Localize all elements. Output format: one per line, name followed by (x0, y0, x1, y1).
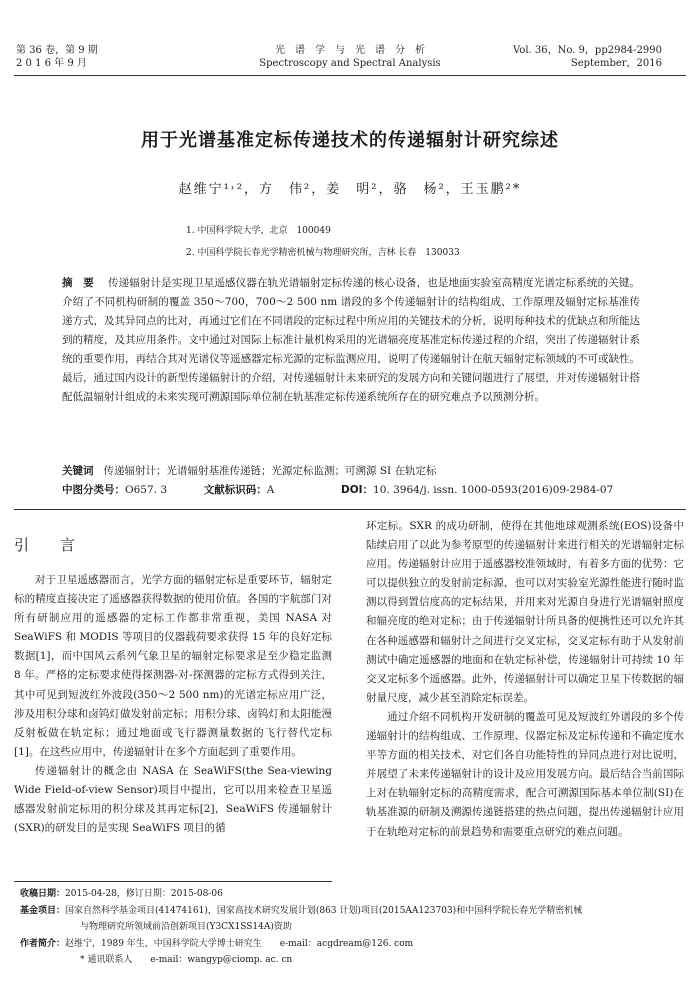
paragraph: 对于卫星遥感器而言，光学方面的辐射定标是重要环节，辐射定标的精度直接决定了遥感器获得数据的使用价值。各国的宇航部门对所有研制应用的遥感器的定标工作都非常重视，美国 NASA 对 SeaWiFS 和 MODIS 等项目的仪器载荷要求获得 15 年的良好定标数据[1]，而中国风云系列气象卫星的辐射定标要求是至少稳定监测 8 年。严格的定标要求使得探测器-对-探测器的定标方式得到关注，其中可见到短波红外波段(350～2 500 nm)的光谱定标应用广泛，涉及用积分球和卤钨灯做发射前定标；用积分球、卤钨灯和太阳能漫反射板做在轨定标；通过地面或飞行器测量数据的飞行替代定标[1]。在这些应用中，传递辐射计在多个方面起到了重要作用。 (14, 574, 332, 758)
abstract-label: 摘 要 (62, 277, 94, 289)
keywords (62, 462, 662, 481)
affiliation-1: 1. 中国科学院大学，北京 100049 (186, 226, 331, 236)
paragraph: 环定标。SXR 的成功研制，使得在其他地球观测系统(EOS)设备中陆续启用了以此为参考原型的传递辐射计来进行相关的光谱辐射定标应用。传递辐射计应用于遥感器校准领域时，有着多方面的优势：它可以提供独立的发射前定标源，也可以对实验室光源性能进行随时监测以得到置信度高的定标结果，并用来对光源自身进行光谱辐射照度和辐亮度的绝对定标；由于传递辐射计所具备的便携性还可以允许其在各种遥感器和辐射计之间进行交叉定标，交叉定标有助于从发射前测试中确定遥感器的地面和在轨定标补偿，传递辐射计可持续 10 年交叉定标多个遥感器。此外，传递辐射计可以确定卫星下传数据的辐射量尺度，减少甚至消除定标误差。 (366, 520, 684, 704)
footnotes (20, 886, 680, 969)
dates-label: 收稿日期： (20, 889, 66, 899)
doc-code-label: 文献标识码： (203, 484, 267, 496)
volume-issue: 第 36 卷，第 9 期 (16, 45, 98, 56)
abstract (62, 274, 640, 407)
doi-label: DOI： (340, 484, 374, 496)
funding-text: 国家自然科学基金项目(41474161)，国家高技术研究发展计划(863 计划)项目(2015AA123703)和中国科学院长春光学精密机械 (65, 905, 583, 916)
header-rule (14, 75, 686, 76)
author-bio-line (20, 936, 680, 953)
dates-text: 2015-04-28，修订日期：2015-08-06 (65, 889, 223, 899)
abstract-text: 传递辐射计是实现卫星遥感仪器在轨光谱辐射定标传递的核心设备，也是地面实验室高精度光谱定标系统的关键。介绍了不同机构研制的覆盖 350～700，700～2 500 nm 谱段的多个传递辐射计的结构组成、工作原理及辐射定标基准传递方式，及其异同点的比对，再通过它们在不同谱段的定标过程中所应用的关键技术的分析，说明每种技术的优缺点和所能达到的精度，及其应用条件。文中通过对国际上标准计量机构采用的光谱辐亮度基准定标传递过程的介绍，突出了传递辐射计系统的重要作用，再结合其对光谱仪等遥感器定标光源的定标监测应用，说明了传递辐射计在航天辐射定标领域的不可或缺性。最后，通过国内设计的新型传递辐射计的介绍，对传递辐射计未来研究的发展方向和关键问题进行了展望，并对传递辐射计搭配低温辐射计组成的未来实现可溯源国际单位制在轨基准定标传递系统所存在的研究难点予以预测分析。 (62, 277, 641, 403)
keywords-text: 传递辐射计；光谱辐射基准传递链；光源定标监测；可溯源 SI 在轨定标 (103, 465, 437, 477)
doi-value: 10. 3964/j. issn. 1000-0593(2016)09-2984-07 (373, 484, 614, 496)
doc-code-value: A (266, 484, 275, 496)
affiliations (186, 220, 460, 264)
corresponding-author: * 通讯联系人 e-mail：wangyp@ciomp. ac. cn (80, 955, 293, 965)
affiliation-2: 2. 中国科学院长春光学精密机械与物理研究所，吉林 长春 130033 (186, 248, 460, 258)
clc-value: O657. 3 (125, 484, 168, 496)
journal-pages-info (513, 44, 662, 70)
right-column (366, 517, 684, 842)
dates-line (20, 886, 680, 903)
footnote-rule (14, 881, 332, 882)
paragraph: 通过介绍不同机构开发研制的覆盖可见及短波红外谱段的多个传递辐射计的结构组成、工作原理、仪器定标及定标传递和不确定度水平等方面的相关技术，对它们各自功能特性的异同点进行对比说明，并展望了未来传递辐射计的设计及应用发展方向。最后结合当前国际上对在轨辐射定标的高精度需求，配合可溯源国际基本单位制(SI)在轨基准源的研制及溯源传递链搭建的热点问题，提出传递辐射计应用于在轨绝对定标的前景趋势和需要重点研究的难点问题。 (366, 710, 684, 838)
funding-line-continued: 与物理研究所领域前沿创新项目(Y3CX1SS14A)资助 (80, 922, 292, 932)
paper-title: 用于光谱基准定标传递技术的传递辐射计研究综述 (141, 130, 559, 151)
volume-pages: Vol. 36，No. 9，pp2984-2990 (513, 45, 662, 56)
journal-name-english: Spectroscopy and Spectral Analysis (259, 58, 441, 69)
left-column (14, 571, 332, 838)
funding-label: 基金项目： (20, 905, 66, 916)
publication-date: 2 0 1 6 年 9 月 (16, 58, 87, 69)
abstract-rule (14, 509, 686, 510)
author-bio-text: 赵维宁，1989 年生，中国科学院大学博士研究生 e-mail：acgdream@126. com (65, 938, 414, 949)
section-heading-introduction: 引 言 (14, 536, 84, 554)
keywords-label: 关键词 (62, 465, 94, 477)
clc-label: 中图分类号： (62, 484, 125, 496)
journal-name-chinese: 光 谱 学 与 光 谱 分 析 (275, 45, 425, 56)
author-bio-label: 作者简介： (20, 938, 66, 949)
publication-month: September，2016 (570, 58, 662, 69)
classification-line (62, 481, 662, 500)
paragraph: 传递辐射计的概念由 NASA 在 SeaWiFS(the Sea-viewing Wide Field-of-view Sensor)项目中提出，它可以用来检查卫星遥感器发射前定标用的积分球及其再定标[2]，SeaWiFS 传递辐射计(SXR)的研发目的是实现 SeaWiFS 项目的循 (14, 764, 332, 835)
author-list: 赵维宁¹˒²，方 伟²，姜 明²，骆 杨²，王玉鹏²* (178, 182, 522, 197)
funding-line (20, 903, 680, 920)
